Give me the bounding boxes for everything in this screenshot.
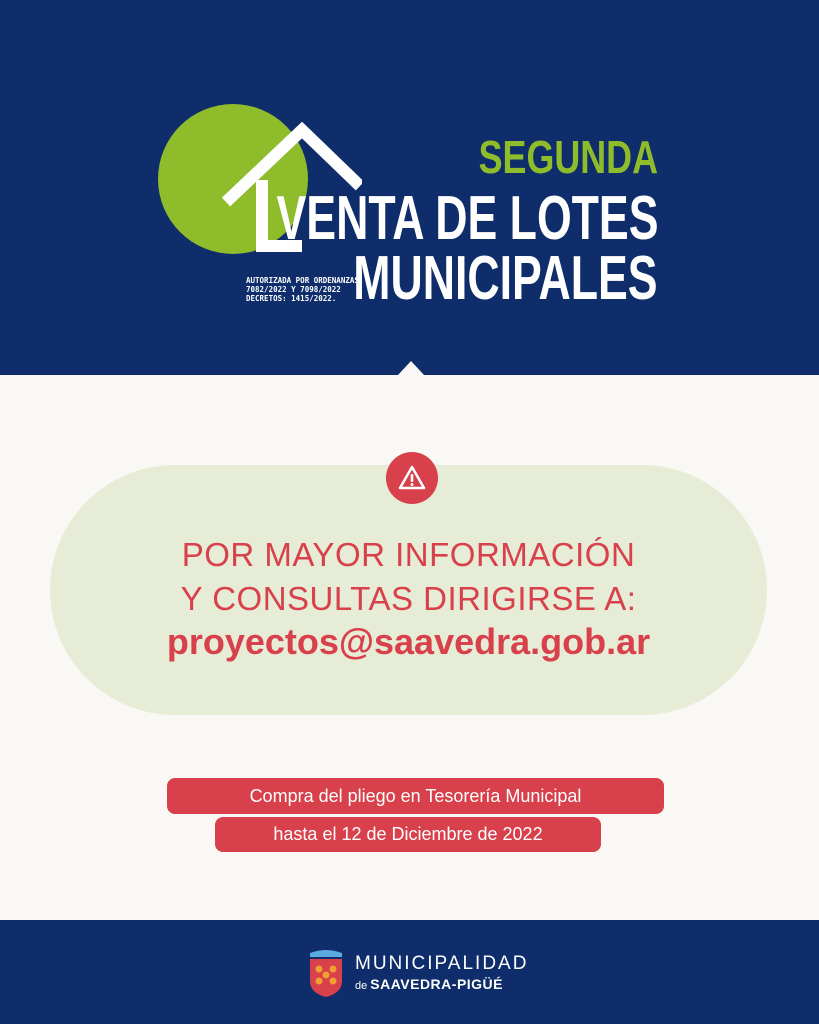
contact-email[interactable]: proyectos@saavedra.gob.ar <box>166 621 651 662</box>
title-line-2: MUNICIPALES <box>353 244 658 313</box>
title-line-1: VENTA DE LOTES <box>276 184 658 253</box>
ordinance-line-1: AUTORIZADA POR ORDENANZAS: <box>246 276 364 285</box>
info-heading-line-2: Y CONSULTAS DIRIGIRSE A: <box>180 580 637 617</box>
footer-city: SAAVEDRA-PIGÜÉ <box>370 976 504 992</box>
ordinance-line-2: 7082/2022 Y 7098/2022 <box>246 285 341 294</box>
ordinance-note <box>246 276 363 303</box>
footer-city-line <box>355 975 503 995</box>
footer-municipality: MUNICIPALIDAD <box>355 953 529 974</box>
header-notch <box>398 361 424 375</box>
municipal-crest-icon <box>306 947 346 999</box>
alert-badge <box>386 452 438 504</box>
footer-prefix: de <box>355 980 368 992</box>
ordinance-line-3: DECRETOS: 1415/2022. <box>246 294 337 303</box>
info-heading-line-1: POR MAYOR INFORMACIÓN <box>181 536 636 573</box>
warning-icon <box>398 464 426 492</box>
notice-tag-line-1: Compra del pliego en Tesorería Municipal <box>167 778 664 814</box>
notice-tag-line-2: hasta el 12 de Diciembre de 2022 <box>215 817 601 852</box>
title-kicker: SEGUNDA <box>478 131 658 183</box>
